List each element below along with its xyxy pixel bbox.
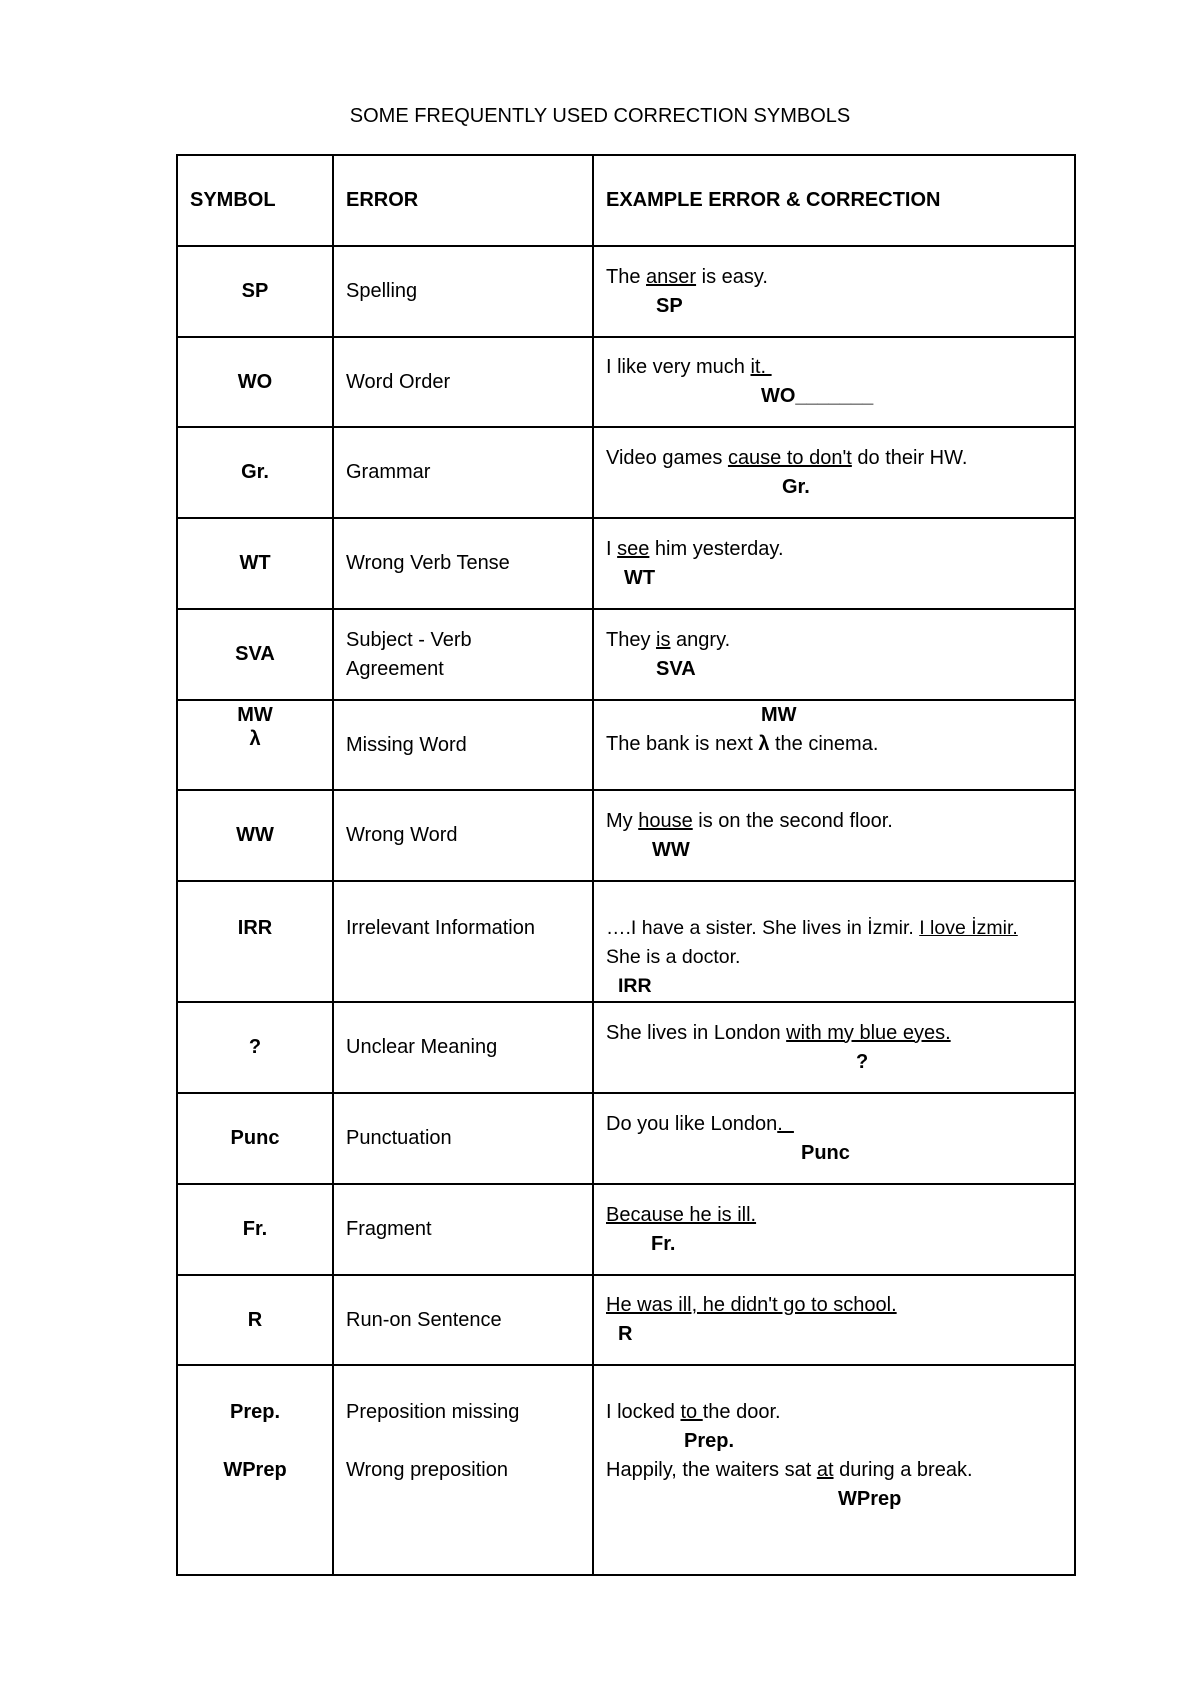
table-row — [177, 1365, 1075, 1575]
error-line: Preposition missing — [346, 1401, 520, 1423]
correction-mark: WT — [624, 566, 656, 589]
table-row — [177, 790, 1075, 881]
table-row — [177, 1275, 1075, 1365]
example-cell — [593, 246, 1075, 337]
example-cell — [593, 790, 1075, 881]
symbol-cell — [177, 700, 333, 790]
symbol-cell: Fr. — [177, 1184, 333, 1275]
table-row — [177, 1002, 1075, 1093]
table-row — [177, 246, 1075, 337]
correction-mark: SVA — [656, 657, 696, 680]
symbol-cell — [177, 1365, 333, 1575]
caret-icon: λ — [249, 728, 261, 750]
symbol-cell: WO — [177, 337, 333, 427]
correction-mark: SP — [656, 294, 683, 317]
error-cell — [333, 609, 593, 700]
header-symbol: SYMBOL — [177, 155, 333, 246]
error-cell — [333, 1365, 593, 1575]
example-cell — [593, 1002, 1075, 1093]
symbol-label: Prep. — [229, 1401, 281, 1423]
table-row — [177, 1093, 1075, 1184]
correction-mark: MW — [761, 704, 797, 726]
example-cell — [593, 609, 1075, 700]
example-cell — [593, 427, 1075, 518]
table-row — [177, 427, 1075, 518]
correction-mark: ? — [856, 1050, 869, 1073]
header-example: EXAMPLE ERROR & CORRECTION — [593, 155, 1075, 246]
correction-mark: WPrep — [838, 1488, 902, 1510]
example-cell — [593, 1184, 1075, 1275]
example-sentence: I locked to the door. — [606, 1401, 781, 1423]
example-cell — [593, 1365, 1075, 1575]
error-cell: Punctuation — [333, 1093, 593, 1184]
symbol-label: WPrep — [223, 1459, 287, 1481]
error-cell: Missing Word — [333, 700, 593, 790]
error-cell: Wrong Verb Tense — [333, 518, 593, 609]
table-row — [177, 609, 1075, 700]
error-line: Wrong preposition — [346, 1459, 508, 1481]
correction-mark: IRR — [618, 975, 652, 997]
example-cell — [593, 1093, 1075, 1184]
example-sentence: I like very much it. — [606, 356, 772, 378]
symbol-cell: SP — [177, 246, 333, 337]
example-sentence: He was ill, he didn't go to school. — [606, 1294, 897, 1316]
example-sentence: The bank is next λ the cinema. — [606, 733, 879, 755]
example-cell — [593, 700, 1075, 790]
table-row — [177, 518, 1075, 609]
error-cell: Run-on Sentence — [333, 1275, 593, 1365]
example-sentence-line2: She is a doctor. — [606, 946, 741, 968]
example-sentence: Because he is ill. — [606, 1203, 757, 1226]
example-sentence: She lives in London with my blue eyes. — [606, 1021, 951, 1044]
example-sentence: ….I have a sister. She lives in İzmir. I love İzmir. — [606, 917, 1018, 939]
correction-mark: WW — [652, 838, 690, 861]
symbol-cell: SVA — [177, 609, 333, 700]
table-row — [177, 1184, 1075, 1275]
symbol-cell: WW — [177, 790, 333, 881]
page-title: SOME FREQUENTLY USED CORRECTION SYMBOLS — [349, 105, 851, 127]
example-cell — [593, 337, 1075, 427]
correction-mark: Prep. — [684, 1430, 735, 1452]
error-cell: Grammar — [333, 427, 593, 518]
symbol-cell: WT — [177, 518, 333, 609]
caret-icon: λ — [758, 733, 770, 755]
example-sentence: I see him yesterday. — [606, 537, 784, 560]
table-row — [177, 881, 1075, 1002]
correction-symbols-table — [176, 154, 1076, 1576]
example-cell — [593, 1275, 1075, 1365]
example-sentence: The anser is easy. — [606, 265, 768, 288]
example-sentence: My house is on the second floor. — [606, 809, 893, 832]
example-sentence: Video games cause to don't do their HW. — [606, 446, 968, 469]
error-cell: Fragment — [333, 1184, 593, 1275]
error-line: Agreement — [346, 657, 444, 680]
correction-mark: Fr. — [651, 1232, 676, 1255]
error-line: Subject - Verb — [346, 628, 472, 651]
correction-mark: R — [618, 1323, 633, 1345]
correction-mark: Punc — [801, 1141, 850, 1164]
table-row — [177, 337, 1075, 427]
correction-mark: WO_______ — [761, 385, 874, 407]
example-cell — [593, 881, 1075, 1002]
example-sentence: They is angry. — [606, 628, 731, 651]
error-cell: Word Order — [333, 337, 593, 427]
error-cell: Spelling — [333, 246, 593, 337]
symbol-label: MW — [237, 704, 273, 726]
table-header-row — [177, 155, 1075, 246]
error-cell: Wrong Word — [333, 790, 593, 881]
example-cell — [593, 518, 1075, 609]
table-row — [177, 700, 1075, 790]
symbol-cell: R — [177, 1275, 333, 1365]
example-sentence: Happily, the waiters sat at during a break. — [606, 1459, 973, 1481]
error-cell: Unclear Meaning — [333, 1002, 593, 1093]
symbol-cell: ? — [177, 1002, 333, 1093]
symbol-cell: Punc — [177, 1093, 333, 1184]
symbol-cell: IRR — [177, 881, 333, 1002]
correction-mark: Gr. — [782, 475, 810, 498]
symbol-cell: Gr. — [177, 427, 333, 518]
example-sentence: Do you like London. — [606, 1112, 794, 1135]
header-error: ERROR — [333, 155, 593, 246]
error-cell: Irrelevant Information — [333, 881, 593, 1002]
